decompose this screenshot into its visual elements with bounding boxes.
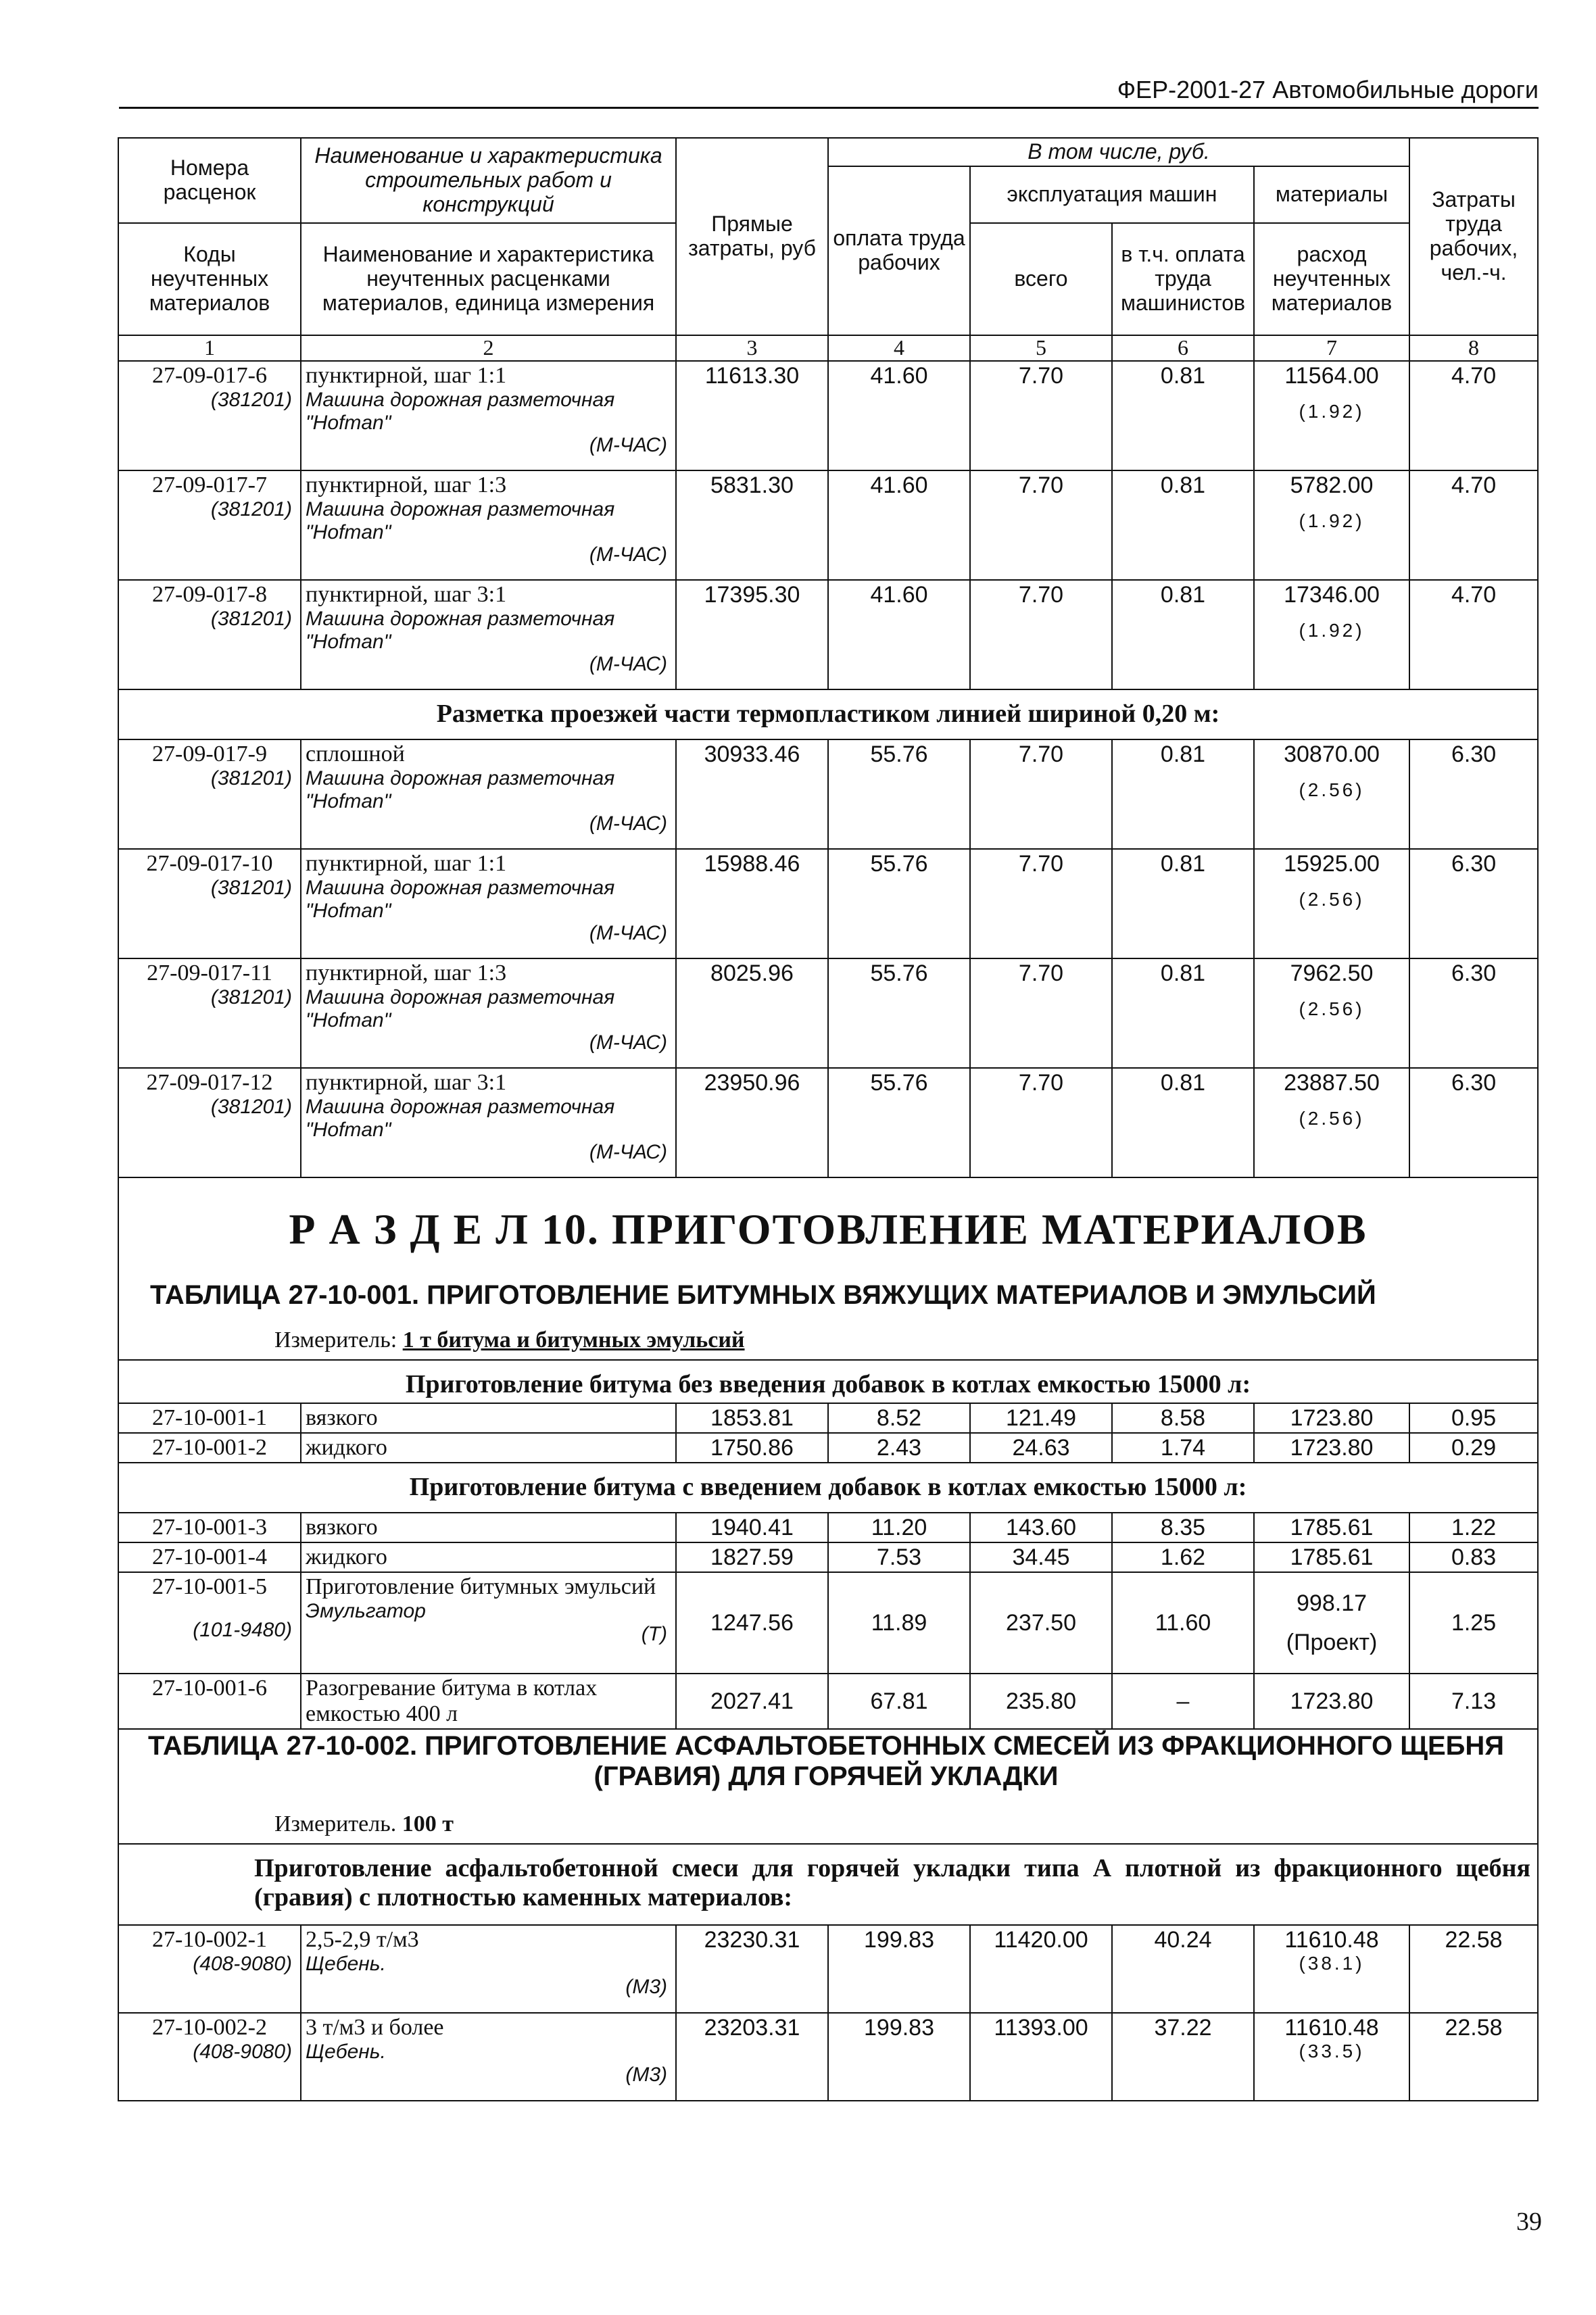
machinist-pay: 40.24 [1112, 1925, 1254, 2013]
machine-cost: 235.80 [970, 1674, 1112, 1729]
machine-cost: 11420.00 [970, 1925, 1112, 2013]
material-name: Машина дорожная разметочная "Hofman" [306, 876, 615, 922]
rate-code: 27-10-002-1 [152, 1927, 267, 1953]
labor-hours: 0.29 [1409, 1433, 1538, 1463]
table-row [118, 739, 1538, 849]
rate-code: 27-09-017-6 [152, 362, 267, 388]
material-code: (381201) [210, 1095, 292, 1118]
measure-line [118, 1326, 1538, 1360]
materials-cost: 998.17 [1297, 1590, 1368, 1617]
work-name: вязкого [306, 1405, 378, 1430]
material-unit: (М3) [625, 2063, 667, 2086]
rate-code: 27-09-017-11 [147, 960, 272, 985]
machinist-pay: 1.74 [1112, 1433, 1254, 1463]
machine-cost: 24.63 [970, 1433, 1112, 1463]
section-title: Р А З Д Е Л 10. ПРИГОТОВЛЕНИЕ МАТЕРИАЛОВ [118, 1177, 1538, 1279]
machine-cost: 7.70 [970, 958, 1112, 1068]
material-unit: (М-ЧАС) [589, 434, 667, 457]
col-index: 6 [1112, 335, 1254, 361]
machinist-pay: 1.62 [1112, 1542, 1254, 1572]
machine-cost: 7.70 [970, 580, 1112, 689]
page-header-title: ФЕР-2001-27 Автомобильные дороги [1117, 76, 1539, 103]
materials-cost: 17346.00 [1284, 581, 1380, 608]
material-unit: (М-ЧАС) [589, 922, 667, 945]
machine-cost: 7.70 [970, 361, 1112, 470]
labor-pay: 67.81 [828, 1674, 970, 1729]
machinist-pay: 0.81 [1112, 580, 1254, 689]
labor-pay: 55.76 [828, 849, 970, 958]
col-index: 1 [118, 335, 301, 361]
materials-cost: 1723.80 [1254, 1403, 1409, 1433]
rate-code: 27-10-002-2 [152, 2015, 267, 2041]
rate-code: 27-09-017-10 [146, 850, 273, 876]
table-row [118, 1433, 1538, 1463]
labor-hours: 4.70 [1409, 470, 1538, 580]
labor-pay: 55.76 [828, 739, 970, 849]
direct-cost: 1827.59 [676, 1542, 828, 1572]
table-row [118, 1513, 1538, 1542]
col-machines-total: всего [970, 223, 1112, 335]
material-code: (381201) [210, 607, 292, 630]
labor-hours: 6.30 [1409, 739, 1538, 849]
material-unit: (М-ЧАС) [589, 1141, 667, 1164]
section-subheading: Приготовление асфальтобетонной смеси для горячей укладки типа А плотной из фракционного щебня (гравия) с плотностью каменных материалов: [118, 1844, 1538, 1925]
work-name: 2,5-2,9 т/м3 [306, 1927, 419, 1953]
work-name: Разогревание битума в котлах емкостью 400 л [306, 1676, 598, 1727]
material-unit: (М-ЧАС) [589, 543, 667, 566]
table-row [118, 1542, 1538, 1572]
table-row [118, 849, 1538, 958]
materials-cost: 1785.61 [1254, 1513, 1409, 1542]
direct-cost: 23950.96 [676, 1068, 828, 1177]
labor-hours: 22.58 [1409, 2013, 1538, 2101]
materials-cost: 15925.00 [1284, 850, 1380, 877]
col-material-consumption: расход неучтенных материалов [1254, 223, 1409, 335]
material-name: Эмульгатор [306, 1600, 426, 1623]
material-quantity: (2.56) [1299, 998, 1365, 1019]
labor-hours: 1.22 [1409, 1513, 1538, 1542]
direct-cost: 23230.31 [676, 1925, 828, 2013]
material-code: (381201) [210, 497, 292, 520]
rate-code: 27-10-001-6 [118, 1674, 301, 1729]
material-unit: (М-ЧАС) [589, 1031, 667, 1054]
machinist-pay: 37.22 [1112, 2013, 1254, 2101]
table-title: ТАБЛИЦА 27-10-001. ПРИГОТОВЛЕНИЕ БИТУМНЫХ ВЯЖУЩИХ МАТЕРИАЛОВ И ЭМУЛЬСИЙ [118, 1279, 1538, 1326]
col-index: 8 [1409, 335, 1538, 361]
machinist-pay: 8.35 [1112, 1513, 1254, 1542]
col-index: 4 [828, 335, 970, 361]
col-index: 7 [1254, 335, 1409, 361]
machinist-pay: 0.81 [1112, 361, 1254, 470]
labor-pay: 7.53 [828, 1542, 970, 1572]
machinist-pay: 0.81 [1112, 470, 1254, 580]
materials-cost: 5782.00 [1290, 472, 1374, 498]
rate-code: 27-10-001-5 [152, 1574, 267, 1600]
rate-code: 27-09-017-8 [152, 581, 267, 607]
labor-pay: 8.52 [828, 1403, 970, 1433]
direct-cost: 1247.56 [676, 1572, 828, 1674]
col-material-name: Наименование и характеристика неучтенных расценками материалов, единица измерения [301, 223, 676, 335]
rate-code: 27-09-017-9 [152, 741, 267, 766]
work-name: пунктирной, шаг 1:3 [306, 472, 507, 497]
labor-pay: 55.76 [828, 1068, 970, 1177]
direct-cost: 5831.30 [676, 470, 828, 580]
material-code: (101-9480) [193, 1619, 292, 1642]
rate-code: 27-10-001-3 [118, 1513, 301, 1542]
table-row [118, 580, 1538, 689]
work-name: пунктирной, шаг 3:1 [306, 1069, 507, 1095]
machinist-pay: 0.81 [1112, 739, 1254, 849]
material-quantity: (1.92) [1299, 619, 1365, 641]
labor-pay: 41.60 [828, 361, 970, 470]
labor-hours: 4.70 [1409, 580, 1538, 689]
labor-pay: 11.20 [828, 1513, 970, 1542]
measure-line [118, 1810, 1538, 1844]
materials-cost: 1723.80 [1254, 1433, 1409, 1463]
direct-cost: 1940.41 [676, 1513, 828, 1542]
work-name: жидкого [306, 1434, 387, 1460]
material-code: (381201) [210, 388, 292, 411]
machinist-pay: 0.81 [1112, 958, 1254, 1068]
measure-value: 1 т битума и битумных эмульсий [402, 1327, 745, 1353]
machine-cost: 7.70 [970, 470, 1112, 580]
machine-cost: 7.70 [970, 1068, 1112, 1177]
machine-cost: 237.50 [970, 1572, 1112, 1674]
rate-code: 27-10-001-2 [118, 1433, 301, 1463]
col-index: 3 [676, 335, 828, 361]
direct-cost: 1853.81 [676, 1403, 828, 1433]
machine-cost: 7.70 [970, 739, 1112, 849]
labor-hours: 22.58 [1409, 1925, 1538, 2013]
machine-cost: 143.60 [970, 1513, 1112, 1542]
rate-code: 27-10-001-4 [118, 1542, 301, 1572]
material-unit: (М-ЧАС) [589, 812, 667, 835]
materials-cost: 1785.61 [1254, 1542, 1409, 1572]
labor-hours: 6.30 [1409, 958, 1538, 1068]
section-subheading: Приготовление битума с введением добавок в котлах емкостью 15000 л: [118, 1463, 1538, 1513]
col-material-codes: Коды неучтенных материалов [118, 223, 301, 335]
machinist-pay: 0.81 [1112, 1068, 1254, 1177]
material-quantity: (Проект) [1286, 1630, 1378, 1656]
machine-cost: 11393.00 [970, 2013, 1112, 2101]
materials-cost: 23887.50 [1284, 1069, 1380, 1096]
labor-hours: 1.25 [1409, 1572, 1538, 1674]
direct-cost: 2027.41 [676, 1674, 828, 1729]
machinist-pay: – [1112, 1674, 1254, 1729]
material-quantity: (1.92) [1299, 400, 1365, 422]
materials-cost: 11610.48 [1284, 1927, 1379, 1953]
material-quantity: (38.1) [1299, 1953, 1365, 1974]
labor-hours: 0.83 [1409, 1542, 1538, 1572]
material-name: Машина дорожная разметочная "Hofman" [306, 607, 615, 653]
col-direct-costs: Прямые затраты, руб [676, 138, 828, 335]
labor-pay: 41.60 [828, 580, 970, 689]
material-name: Машина дорожная разметочная "Hofman" [306, 985, 615, 1031]
material-quantity: (2.56) [1299, 779, 1365, 800]
table-row [118, 1925, 1538, 2013]
material-quantity: (33.5) [1299, 2041, 1365, 2062]
machine-cost: 121.49 [970, 1403, 1112, 1433]
machinist-pay: 0.81 [1112, 849, 1254, 958]
table-row [118, 1068, 1538, 1177]
direct-cost: 8025.96 [676, 958, 828, 1068]
material-name: Машина дорожная разметочная "Hofman" [306, 1095, 615, 1141]
material-code: (381201) [210, 766, 292, 789]
material-code: (408-9080) [193, 1953, 292, 1976]
table-row [118, 958, 1538, 1068]
col-labor-pay: оплата труда рабочих [828, 166, 970, 335]
material-name: Щебень. [306, 1953, 386, 1976]
labor-hours: 0.95 [1409, 1403, 1538, 1433]
machine-cost: 34.45 [970, 1542, 1112, 1572]
col-machinist-pay: в т.ч. оплата труда машинистов [1112, 223, 1254, 335]
labor-hours: 6.30 [1409, 1068, 1538, 1177]
section-subheading: Приготовление битума без введения добавок в котлах емкостью 15000 л: [118, 1360, 1538, 1403]
col-index: 5 [970, 335, 1112, 361]
work-name: сплошной [306, 741, 405, 766]
material-unit: (Т) [641, 1622, 667, 1645]
material-code: (408-9080) [193, 2041, 292, 2064]
measure-label: Измеритель: [274, 1327, 397, 1353]
table-row [118, 1674, 1538, 1729]
work-name: Приготовление битумных эмульсий [306, 1574, 656, 1600]
rate-code: 27-09-017-12 [146, 1069, 273, 1095]
col-materials: материалы [1254, 166, 1409, 223]
table-row [118, 361, 1538, 470]
material-unit: (М3) [625, 1975, 667, 1998]
col-index: 2 [301, 335, 676, 361]
material-name: Машина дорожная разметочная "Hofman" [306, 497, 615, 543]
col-machines: эксплуатация машин [970, 166, 1254, 223]
machine-cost: 7.70 [970, 849, 1112, 958]
section-subheading: Разметка проезжей части термопластиком линией шириной 0,20 м: [118, 689, 1538, 739]
col-including: В том числе, руб. [828, 138, 1409, 166]
materials-cost: 1723.80 [1254, 1674, 1409, 1729]
work-name: жидкого [306, 1544, 387, 1570]
page-number: 39 [1516, 2208, 1542, 2236]
material-quantity: (2.56) [1299, 888, 1365, 910]
col-rate-numbers: Номера расценок [118, 138, 301, 223]
work-name: 3 т/м3 и более [306, 2015, 444, 2041]
material-name: Щебень. [306, 2041, 386, 2064]
material-code: (381201) [210, 985, 292, 1008]
table-row [118, 2013, 1538, 2101]
col-work-name: Наименование и характеристика строительных работ и конструкций [301, 138, 676, 223]
labor-pay: 199.83 [828, 2013, 970, 2101]
work-name: пунктирной, шаг 1:1 [306, 362, 507, 388]
table-row [118, 1403, 1538, 1433]
rate-code: 27-10-001-1 [118, 1403, 301, 1433]
direct-cost: 15988.46 [676, 849, 828, 958]
rates-table [118, 137, 1539, 2101]
labor-pay: 2.43 [828, 1433, 970, 1463]
materials-cost: 11610.48 [1284, 2015, 1379, 2041]
table-row [118, 470, 1538, 580]
direct-cost: 11613.30 [676, 361, 828, 470]
direct-cost: 1750.86 [676, 1433, 828, 1463]
material-unit: (М-ЧАС) [589, 653, 667, 676]
machinist-pay: 8.58 [1112, 1403, 1254, 1433]
rate-code: 27-09-017-7 [152, 472, 267, 497]
header-rule [119, 107, 1539, 109]
machinist-pay: 11.60 [1112, 1572, 1254, 1674]
table-title: ТАБЛИЦА 27-10-002. ПРИГОТОВЛЕНИЕ АСФАЛЬТОБЕТОННЫХ СМЕСЕЙ ИЗ ФРАКЦИОННОГО ЩЕБНЯ (ГРАВИЯ) ДЛЯ ГОРЯЧЕЙ УКЛАДКИ [118, 1729, 1538, 1810]
direct-cost: 23203.31 [676, 2013, 828, 2101]
materials-cost: 7962.50 [1290, 960, 1374, 986]
labor-pay: 199.83 [828, 1925, 970, 2013]
labor-hours: 4.70 [1409, 361, 1538, 470]
material-quantity: (1.92) [1299, 510, 1365, 531]
measure-value: 100 т [402, 1811, 454, 1837]
material-code: (381201) [210, 876, 292, 899]
labor-hours: 7.13 [1409, 1674, 1538, 1729]
work-name: вязкого [306, 1514, 378, 1540]
labor-pay: 41.60 [828, 470, 970, 580]
labor-pay: 55.76 [828, 958, 970, 1068]
col-labor-hours: Затраты труда рабочих, чел.-ч. [1409, 138, 1538, 335]
labor-hours: 6.30 [1409, 849, 1538, 958]
materials-cost: 11564.00 [1284, 362, 1379, 389]
labor-pay: 11.89 [828, 1572, 970, 1674]
table-row [118, 1572, 1538, 1674]
material-quantity: (2.56) [1299, 1107, 1365, 1129]
direct-cost: 30933.46 [676, 739, 828, 849]
material-name: Машина дорожная разметочная "Hofman" [306, 766, 615, 812]
direct-cost: 17395.30 [676, 580, 828, 689]
material-name: Машина дорожная разметочная "Hofman" [306, 388, 615, 434]
materials-cost: 30870.00 [1284, 741, 1380, 767]
measure-label: Измеритель. [274, 1811, 397, 1837]
work-name: пунктирной, шаг 3:1 [306, 581, 507, 607]
work-name: пунктирной, шаг 1:3 [306, 960, 507, 985]
work-name: пунктирной, шаг 1:1 [306, 850, 507, 876]
